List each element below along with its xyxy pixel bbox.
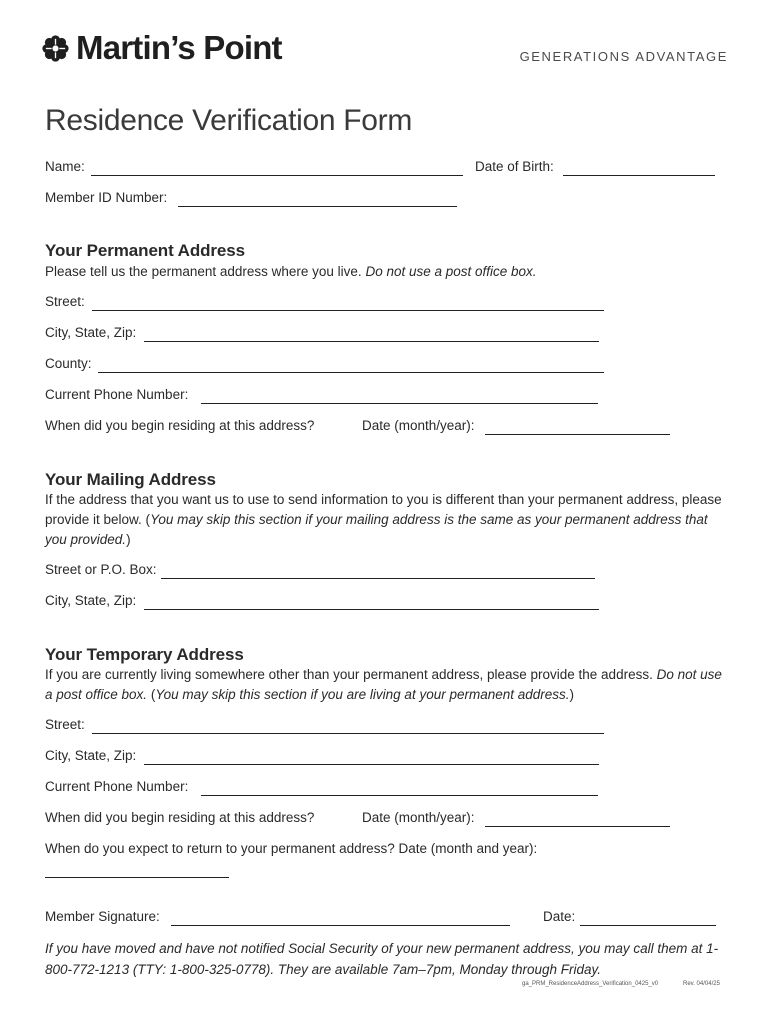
permanent-city-field[interactable]	[144, 341, 599, 342]
dob-label: Date of Birth:	[475, 159, 554, 174]
form-code: ga_PRM_ResidenceAddress_Verification_0425_v0	[522, 981, 659, 987]
name-label: Name:	[45, 159, 85, 174]
temporary-phone-field[interactable]	[201, 795, 598, 796]
name-field[interactable]	[91, 175, 463, 176]
program-name: GENERATIONS ADVANTAGE	[519, 49, 728, 64]
mailing-street-field[interactable]	[161, 578, 595, 579]
permanent-city-label: City, State, Zip:	[45, 325, 137, 340]
permanent-county-field[interactable]	[98, 372, 604, 373]
temporary-city-label: City, State, Zip:	[45, 748, 137, 763]
dob-field[interactable]	[563, 175, 715, 176]
permanent-phone-label: Current Phone Number:	[45, 387, 189, 402]
temporary-date-label: Date (month/year):	[362, 810, 475, 825]
page-title: Residence Verification Form	[45, 104, 413, 137]
temporary-since-label: When did you begin residing at this address?	[45, 810, 315, 825]
permanent-county-label: County:	[45, 356, 92, 371]
permanent-date-field[interactable]	[485, 434, 670, 435]
mailing-city-field[interactable]	[144, 609, 599, 610]
permanent-heading: Your Permanent Address	[45, 241, 245, 260]
permanent-street-label: Street:	[45, 294, 85, 309]
temporary-street-field[interactable]	[92, 733, 604, 734]
permanent-phone-field[interactable]	[201, 403, 598, 404]
brand-logo	[42, 30, 282, 66]
mailing-intro: If the address that you want us to use to send information to you is different than your permanent address, please provide it below. (You may skip this section if your mailing address is the same as your permanent address that you provided.)	[45, 492, 722, 547]
temporary-phone-label: Current Phone Number:	[45, 779, 189, 794]
signature-field[interactable]	[171, 925, 510, 926]
return-date-field[interactable]	[45, 877, 229, 878]
permanent-street-field[interactable]	[92, 310, 604, 311]
permanent-intro: Please tell us the permanent address where you live. Do not use a post office box.	[45, 264, 537, 279]
social-security-note: If you have moved and have not notified Social Security of your new permanent address, you may call them at 1-800-772-1213 (TTY: 1-800-325-0778). They are available 7am–7pm, Monday through Friday.	[45, 941, 719, 977]
temporary-street-label: Street:	[45, 717, 85, 732]
signature-label: Member Signature:	[45, 909, 160, 924]
signature-date-label: Date:	[543, 909, 576, 924]
temporary-city-field[interactable]	[144, 764, 599, 765]
temporary-heading: Your Temporary Address	[45, 645, 244, 664]
permanent-date-label: Date (month/year):	[362, 418, 475, 433]
brand-name: Martin’s Point	[76, 29, 282, 66]
mailing-heading: Your Mailing Address	[45, 470, 216, 489]
signature-date-field[interactable]	[580, 925, 716, 926]
temporary-intro: If you are currently living somewhere other than your permanent address, please provide the address. Do not use a post office box. (You may skip this section if you are living at your permanent address.)	[45, 667, 722, 702]
return-date-label: When do you expect to return to your permanent address? Date (month and year):	[45, 841, 538, 856]
member-id-field[interactable]	[178, 206, 457, 207]
temporary-date-field[interactable]	[485, 826, 670, 827]
mailing-city-label: City, State, Zip:	[45, 593, 137, 608]
mailing-street-label: Street or P.O. Box:	[45, 562, 157, 577]
revision-date: Rev. 04/04/25	[683, 981, 720, 987]
member-id-label: Member ID Number:	[45, 190, 168, 205]
permanent-since-label: When did you begin residing at this address?	[45, 418, 315, 433]
flower-icon	[42, 35, 69, 62]
